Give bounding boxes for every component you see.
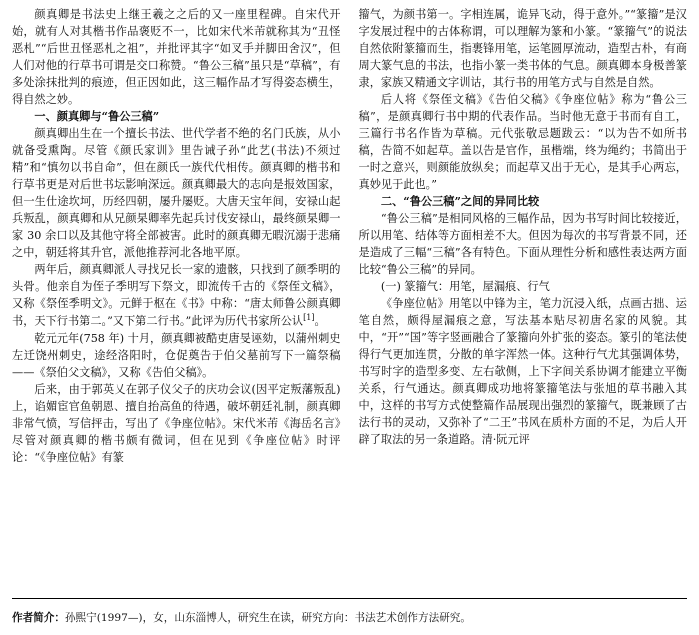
section-heading-2: 二、“鲁公三稿”之间的异同比较 (380, 194, 540, 209)
paragraph: 颜真卿是书法史上继王羲之之后的又一座里程碑。自宋代开始，就有人对其楷书作品褒贬不一，比如宋代米芾就称其为“丑怪恶札”“后世丑怪恶札之祖”，并批评其字“如叉手并脚田舍汉”，但人们对他的行草书可谓是交口称赞。“鲁公三稿”虽只是“草稿”，有多处涂抹批判的痕迹，但正因如此，这三幅作品才写得姿态横生，得自然之妙。 (12, 8, 341, 107)
paragraph: 乾元元年(758 年) 十月，颜真卿被酷吏唐旻诬劾，以蒲州刺史左迁饶州刺史，途经洛阳时，仓促奠告于伯父墓前写下一篇祭稿——《祭伯父文稿》，又称《告伯父稿》。 (12, 332, 341, 380)
paragraph (12, 261, 341, 330)
paragraph: 颜真卿出生在一个擅长书法、世代学者不绝的名门氏族，从小就备受熏陶。尽管《颜氏家训》里告诫子孙“此艺(书法)不须过精”和“慎勿以书自命”，但在颜氏一族代代相传。颜真卿的楷书和行草书更是对后世书坛影响深远。颜真卿最大的志向是报效国家，但一生仕途坎坷，历经四朝，屡升屡贬。大唐天宝年间，安禄山起兵叛乱，颜真卿和从兄颜杲卿率先起兵讨伐安禄山，最终颜杲卿一家 30 余口以及其他守将全部被害。此时的颜真卿无暇沉溺于悲痛之中，朝廷将其升官，派他推荐河北各地平原。 (12, 127, 341, 260)
footnote-label: 作者简介： (12, 612, 65, 625)
paragraph: 后来，由于郭英乂在郭子仪父子的庆功会议(因平定叛藩叛乱)上，谄媚宦官鱼朝恩、擅自抬高鱼的待遇，破坏朝廷礼制，颜真卿非常气愤，写信抨击，写出了《争座位帖》。宋代米芾《海岳名言》尽管对颜真卿的楷书颇有微词，但在见到《争座位帖》时评论：“《争座位帖》有篆 (12, 383, 341, 465)
section-heading-1: 一、颜真卿与“鲁公三稿” (34, 109, 160, 124)
paragraph: “鲁公三稿”是相同风格的三幅作品，因为书写时间比较接近，所以用笔、结体等方面相差不大。但因为每次的书写背景不同，还是造成了三幅“三稿”各有特色。下面从理性分析和感性表达两方面比较“鲁公三稿”的异同。 (358, 212, 687, 277)
paragraph: 《争座位帖》用笔以中锋为主，笔力沉浸入纸，点画古拙、运笔自然，颇得屋漏痕之意，写法基本贴尽初唐名家的风貌。其中，“开”“国”等字竖画融合了篆籀向外扩张的姿态。篆引的笔法使得行气更加连贯，分散的单字浑然一体。这种行气尤其强调体势，书写时字的造型多变、左右欹侧，上下字间关系协调才能建立平衡关系，行气通达。颜真卿成功地将篆籀笔法与张旭的草书融入其中，这样的书写方式使整篇作品展现出强烈的篆籀气，既兼顾了古法行书的灵动，又弥补了“二王”书风在质朴方面的不足，为后人开辟了取法的另一条道路。清·阮元评 (358, 297, 687, 447)
paragraph-text: 两年后，颜真卿派人寻找兄长一家的遗骸，只找到了颜季明的头骨。他亲自为侄子季明写下祭文，即流传千古的《祭侄文稿》，又称《祭侄季明文》。元鲜于枢在《书》中称：“唐太师鲁公颜真卿书，天下行书第二。”又下第二行书。”此评为历代书家所公认 (12, 263, 341, 329)
footnote-text: 孙熙宁(1997—)，女，山东淄博人，研究生在读，研究方向：书法艺术创作方法研究。 (64, 612, 471, 625)
left-column (12, 6, 341, 584)
footnote-divider (12, 598, 687, 599)
paragraph: 籀气，为颜书第一。字相连属，诡异飞动，得于意外。”“篆籀”是汉字发展过程中的古体称谓，可以理解为篆和小篆。“篆籀气”的说法自然依附篆籀而生，指裹锋用笔，运笔圆厚流动，造型古朴，有商周大篆气息的书法，也指小篆一类书体的气息。颜真卿本身极善篆隶，家族又精通文字训诂，其行书的用笔方式与自然是自然。 (358, 8, 687, 90)
two-column-body (12, 6, 687, 584)
right-column (359, 6, 688, 584)
subsection-heading: (一) 篆籀气：用笔，屋漏痕、行气 (380, 280, 550, 294)
paragraph-tail: 。 (314, 315, 326, 329)
footnote (12, 611, 687, 627)
footnote-marker: [1] (303, 313, 315, 323)
paragraph: 后人将《祭侄文稿》《告伯父稿》《争座位帖》称为“鲁公三稿”，是颜真卿行书中期的代表作品。当时他无意于书而有自工，三篇行书名作皆为草稿。元代张敬忌题跋云：“以为告不如所书稿，告简不如起草。盖以告是官作，虽楷端，终为绳约；书简出于一时之意兴，则颜能放纵矣；而起草又出于无心，是其手心两忘，真妙见于此也。” (358, 93, 687, 192)
